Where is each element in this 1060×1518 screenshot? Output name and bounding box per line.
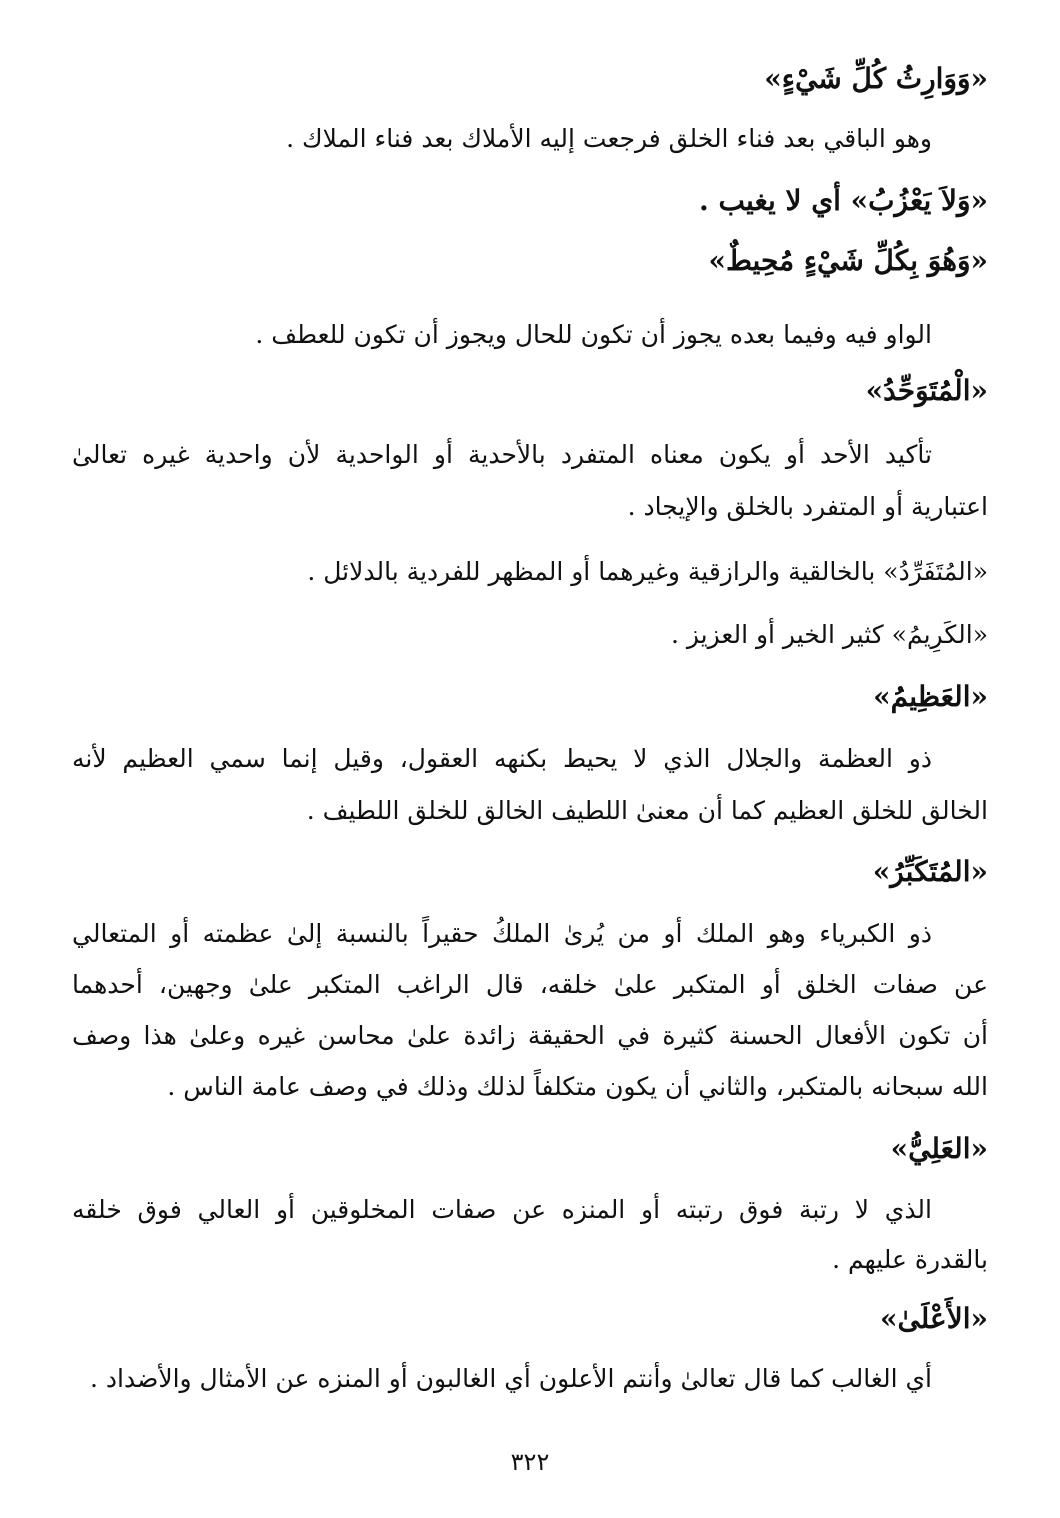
text-line: أن تكون الأفعال الحسنة كثيرة في الحقيقة زائدة علىٰ محاسن غيره وعلىٰ هذا وصف [72, 1021, 988, 1050]
text-line: الله سبحانه بالمتكبر، والثاني أن يكون متكلفاً لذلك وذلك في وصف عامة الناس . [167, 1072, 988, 1101]
heading-mutakabbir: «المُتَكَبِّرُ» [872, 855, 988, 888]
text-line: ذو العظمة والجلال الذي لا يحيط بكنهه العقول، وقيل إنما سمي العظيم لأنه [72, 744, 932, 773]
text-line: اعتبارية أو المتفرد بالخلق والإيجاد . [627, 492, 988, 521]
heading-la-yazub: «وَلاَ يَعْزُبُ» أي لا يغيب . [699, 184, 988, 217]
heading-ala: «الأَعْلَىٰ» [879, 1302, 988, 1335]
text-line: تأكيد الأحد أو يكون معناه المتفرد بالأحدية أو الواحدية لأن واحدية غيره تعالىٰ [72, 440, 932, 469]
text-line: وهو الباقي بعد فناء الخلق فرجعت إليه الأملاك بعد فناء الملاك . [286, 124, 932, 153]
text-line: بالقدرة عليهم . [832, 1245, 988, 1274]
heading-azim: «العَظِيمُ» [873, 680, 988, 713]
heading-mutawahhid: «الْمُتَوَحِّدُ» [865, 374, 988, 407]
text-line: عن صفات الخلق أو المتكبر علىٰ خلقه، قال الراغب المتكبر علىٰ وجهين، أحدهما [72, 970, 988, 999]
page-number: ٣٢٢ [510, 1448, 550, 1476]
text-line: «المُتَفَرِّدُ» بالخالقية والرازقية وغيرهما أو المظهر للفردية بالدلائل . [307, 557, 988, 586]
text-line: الواو فيه وفيما بعده يجوز أن تكون للحال ويجوز أن تكون للعطف . [255, 320, 932, 349]
text-line: الخالق للخلق العظيم كما أن معنىٰ اللطيف الخالق للخلق اللطيف . [306, 796, 988, 825]
heading-muhit: «وَهُوَ بِكُلِّ شَيْءٍ مُحِيطٌ» [708, 244, 988, 277]
text-line: ذو الكبرياء وهو الملك أو من يُرىٰ الملكُ حقيراً بالنسبة إلىٰ عظمته أو المتعالي [72, 919, 932, 948]
heading-ali: «العَلِيُّ» [890, 1132, 988, 1165]
text-line: الذي لا رتبة فوق رتبته أو المنزه عن صفات المخلوقين أو العالي فوق خلقه [72, 1195, 932, 1224]
text-line: «الكَرِيمُ» كثير الخير أو العزيز . [670, 620, 988, 649]
heading-waris: «وَوَارِثُ كُلِّ شَيْءٍ» [764, 62, 988, 95]
text-line: أي الغالب كما قال تعالىٰ وأنتم الأعلون أي الغالبون أو المنزه عن الأمثال والأضداد . [90, 1364, 932, 1393]
